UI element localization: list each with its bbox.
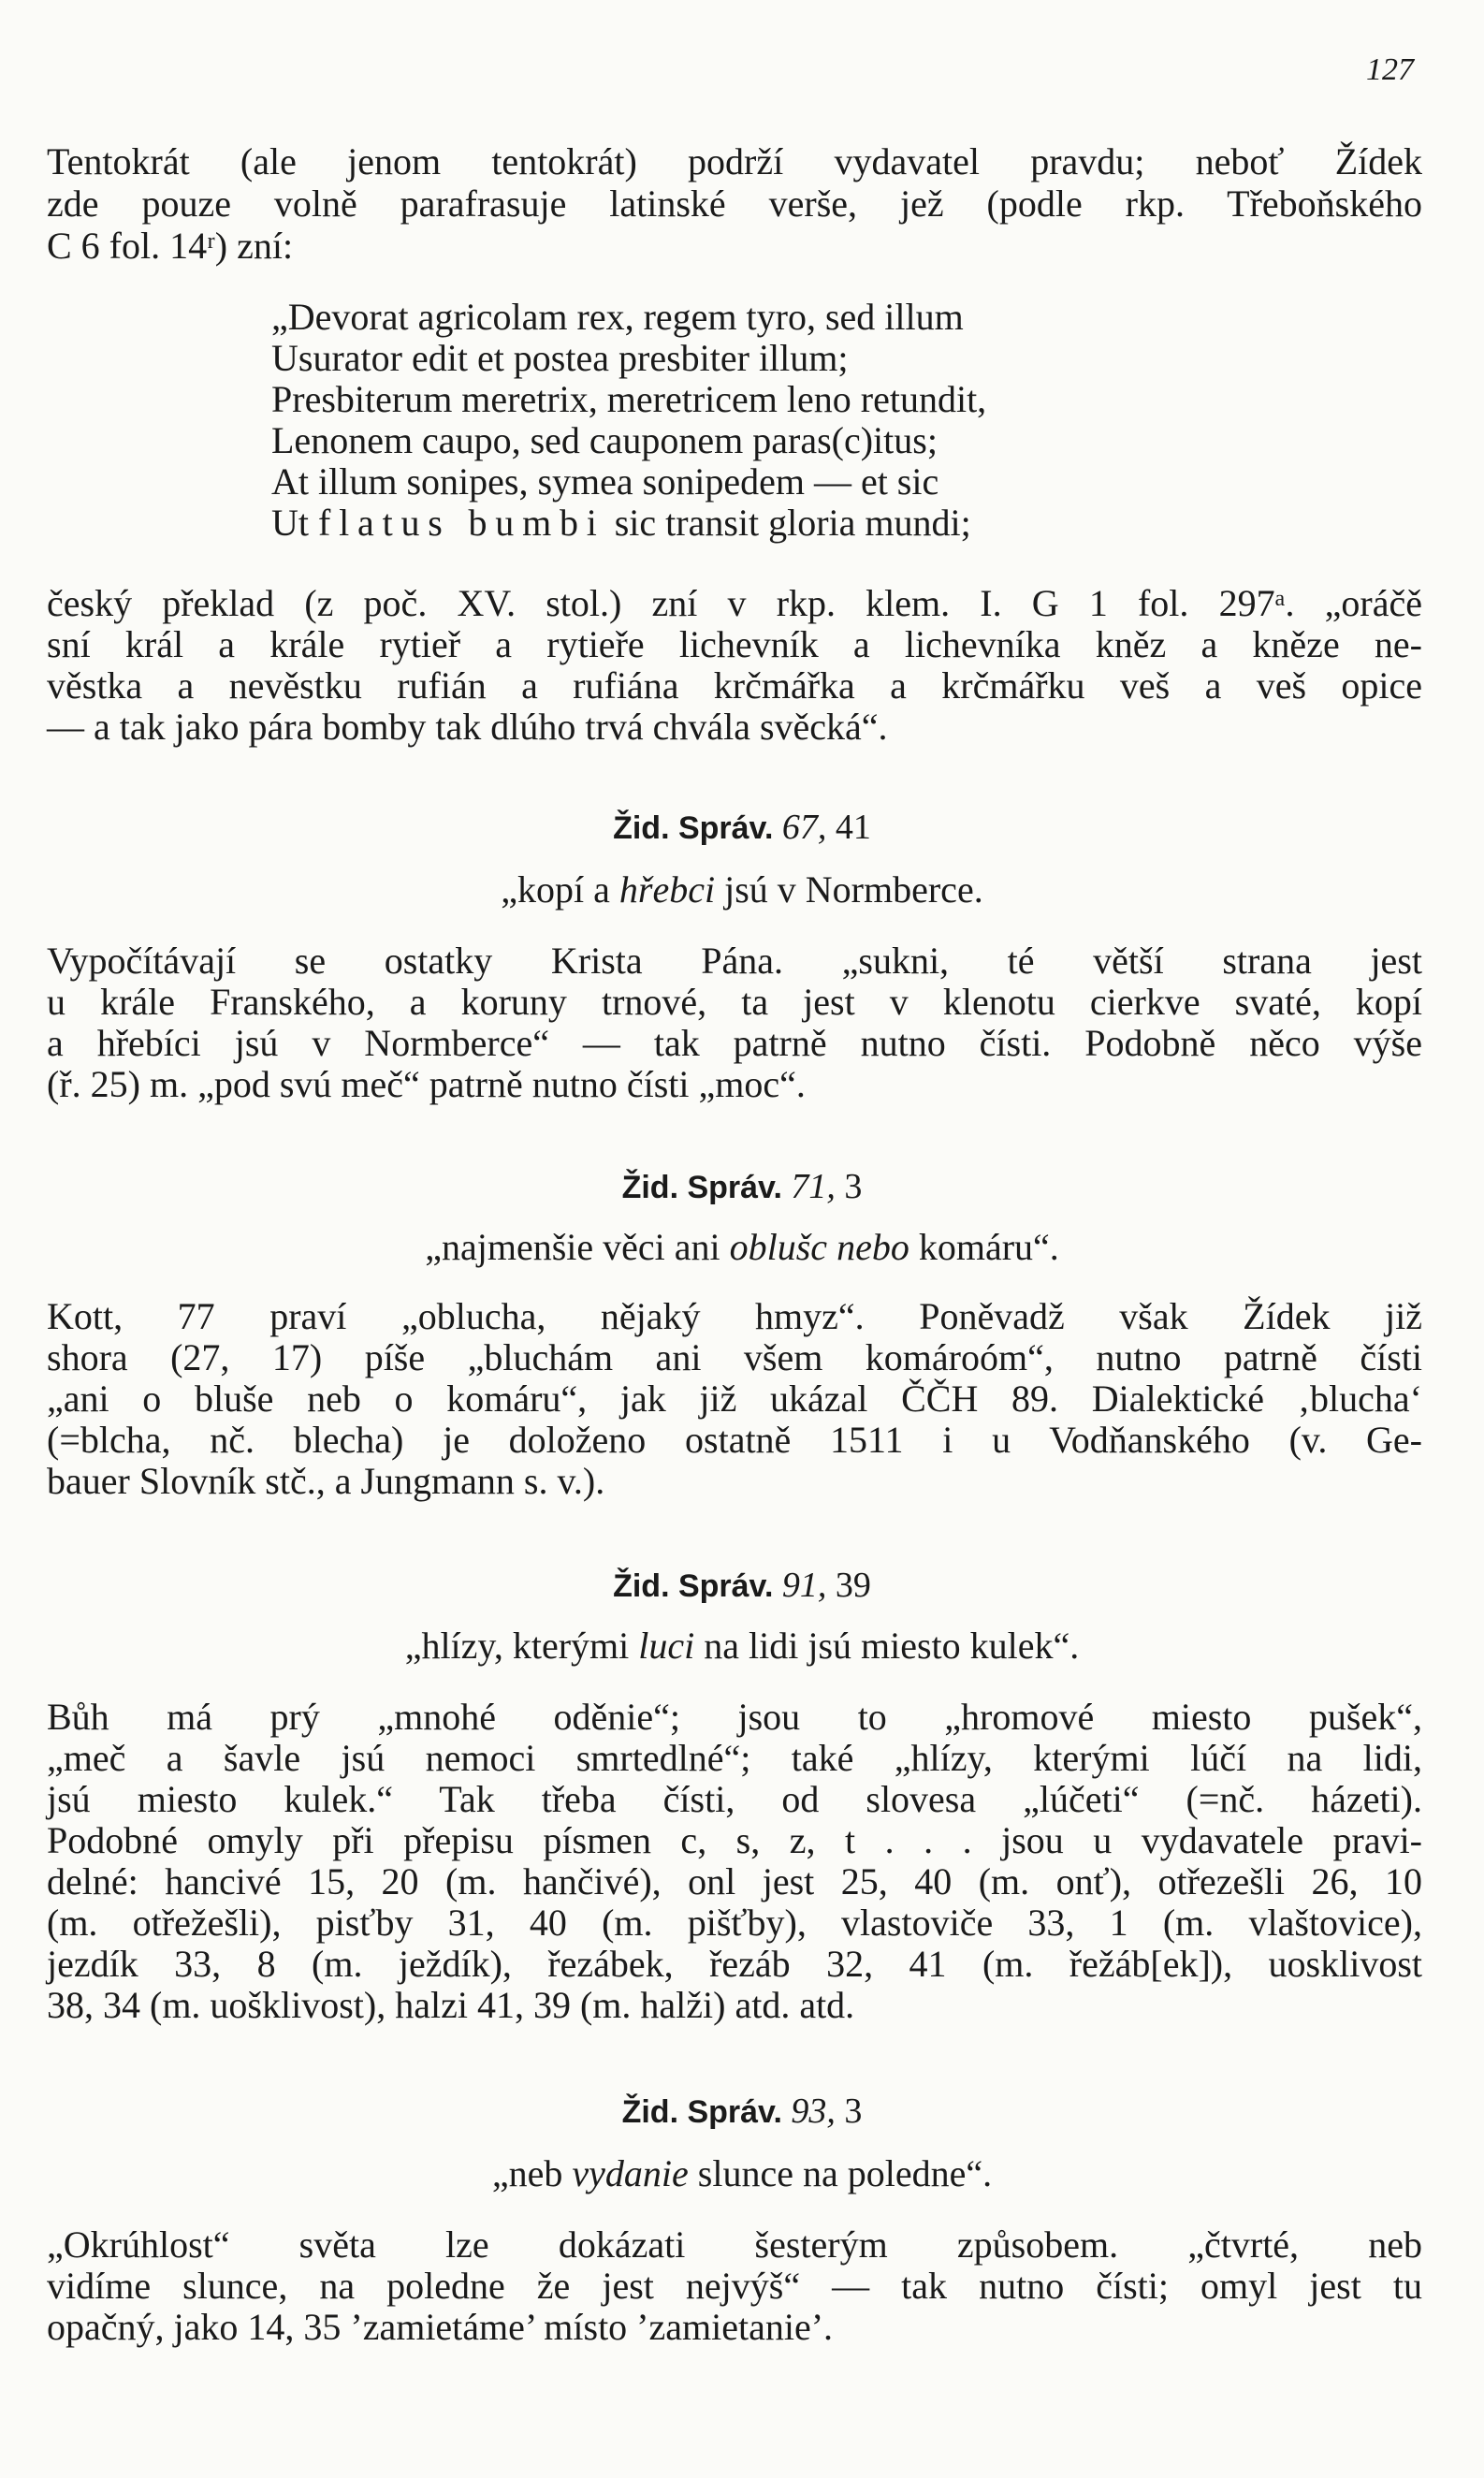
section-2-line: shora (27, 17) píše „bluchám ani všem komároóm“, nutno patrně čísti (47, 1336, 1422, 1378)
section-4-line: „Okrúhlost“ světa lze dokázati šesterým způsobem. „čtvrté, neb (47, 2223, 1422, 2266)
section-3-line: 38, 34 (m. uošklivost), halzi 41, 39 (m. halži) atd. atd. (47, 1984, 855, 2026)
section-3-line: „meč a šavle jsú nemoci smrtedlné“; také „hlízy, kterými lúčí na lidi, (47, 1737, 1422, 1779)
paragraph-1-line: zde pouze volně parafrasuje latinské verše, jež (podle rkp. Třeboňského (47, 182, 1422, 225)
paragraph-2-line: sní král a krále rytieř a rytieře lichevník a lichevníka kněz a kněze ne- (47, 623, 1422, 665)
verse-line: „Devorat agricolam rex, regem tyro, sed illum (271, 296, 964, 338)
paragraph-2-line: věstka a nevěstku rufián a rufiána krčmářka a krčmářku veš a veš opice (47, 664, 1422, 707)
section-quote: „najmenšie věci ani oblušc nebo komáru“. (425, 1226, 1059, 1268)
section-quote: „hlízy, kterými luci na lidi jsú miesto kulek“. (404, 1625, 1080, 1667)
verse-line: Usurator edit et postea presbiter illum; (271, 337, 849, 379)
section-3-line: jezdík 33, 8 (m. ježdík), řezábek, řezáb 32, 41 (m. řežáb[ek]), uosklivost (47, 1943, 1422, 1985)
section-2-line: „ani o bluše neb o komáru“, jak již ukázal ČČH 89. Dialektické ‚blucha‘ (47, 1377, 1422, 1420)
section-heading: Žid. Správ. 91, 39 (613, 1566, 871, 1605)
section-3-line: (m. otřežešli), pisťby 31, 40 (m. pišťby), vlastoviče 33, 1 (m. vlaštovice), (47, 1902, 1422, 1944)
verse-line: Presbiterum meretrix, meretricem leno retundit, (271, 378, 987, 420)
section-3-line: jsú miesto kulek.“ Tak třeba čísti, od slovesa „lúčeti“ (=nč. házeti). (47, 1778, 1422, 1820)
section-heading: Žid. Správ. 67, 41 (613, 808, 871, 847)
section-2-line: (=blcha, nč. blecha) je doloženo ostatně 1511 i u Vodňanského (v. Ge- (47, 1419, 1422, 1461)
section-2-line: Kott, 77 praví „oblucha, nějaký hmyz“. Poněvadž však Žídek již (47, 1295, 1422, 1337)
paragraph-1-line: Tentokrát (ale jenom tentokrát) podrží vydavatel pravdu; neboť Žídek (47, 140, 1422, 182)
section-4-line: opačný, jako 14, 35 ’zamietáme’ místo ’zamietanie’. (47, 2306, 834, 2348)
verse-line: At illum sonipes, symea sonipedem — et sic (271, 460, 939, 503)
section-heading: Žid. Správ. 93, 3 (621, 2092, 863, 2131)
paragraph-2-line: český překlad (z poč. XV. stol.) zní v rkp. klem. I. G 1 fol. 297ᵃ. „oráčě (47, 582, 1422, 624)
page-number: 127 (1366, 52, 1414, 87)
section-1-line: Vypočítávají se ostatky Krista Pána. „sukni, té větší strana jest (47, 940, 1422, 982)
section-quote: „kopí a hřebci jsú v Normberce. (501, 868, 983, 911)
section-quote: „neb vydanie slunce na poledne“. (491, 2152, 993, 2194)
paragraph-1-line: C 6 fol. 14ʳ) zní: (47, 225, 294, 267)
section-2-line: bauer Slovník stč., a Jungmann s. v.). (47, 1460, 605, 1502)
spaced-text: flatus bumbi (318, 502, 605, 544)
section-1-line: (ř. 25) m. „pod svú meč“ patrně nutno čísti „moc“. (47, 1063, 806, 1105)
section-3-line: Podobné omyly při přepisu písmen c, s, z, t . . . jsou u vydavatele pravi- (47, 1819, 1422, 1861)
verse-line: Ut flatus bumbi sic transit gloria mundi; (271, 502, 971, 544)
paragraph-2-line: — a tak jako pára bomby tak dlúho trvá chvála svěcká“. (47, 706, 888, 748)
section-3-line: Bůh má prý „mnohé oděnie“; jsou to „hromové miesto pušek“, (47, 1696, 1422, 1738)
section-4-line: vidíme slunce, na poledne že jest nejvýš“ — tak nutno čísti; omyl jest tu (47, 2265, 1422, 2307)
section-heading: Žid. Správ. 71, 3 (621, 1167, 863, 1206)
section-1-line: a hřebíci jsú v Normberce“ — tak patrně nutno čísti. Podobně něco výše (47, 1022, 1422, 1064)
section-3-line: delné: hancivé 15, 20 (m. hančivé), onl jest 25, 40 (m. onť), otřezešli 26, 10 (47, 1860, 1422, 1902)
section-1-line: u krále Franského, a koruny trnové, ta jest v klenotu cierkve svaté, kopí (47, 981, 1422, 1023)
verse-line: Lenonem caupo, sed cauponem paras(c)itus; (271, 419, 938, 461)
